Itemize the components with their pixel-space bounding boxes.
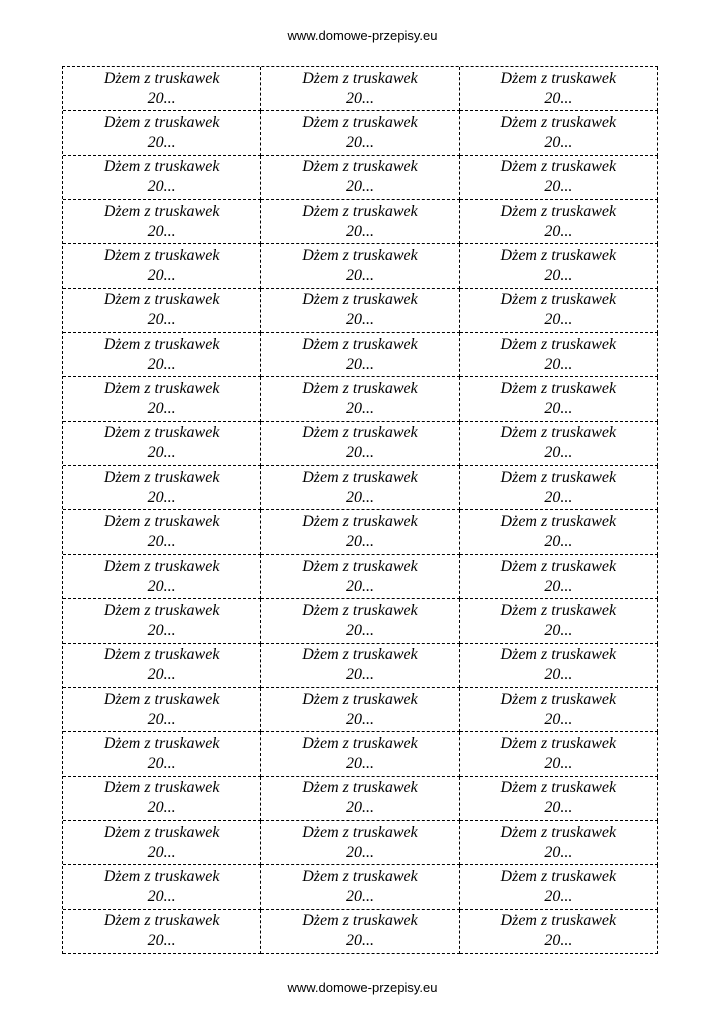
jar-label <box>261 865 459 909</box>
jar-label-year: 20... <box>345 754 374 772</box>
jar-label <box>261 67 459 111</box>
jar-label-title: Dżem z truskawek <box>103 601 220 619</box>
jar-label-year: 20... <box>345 533 374 551</box>
jar-label <box>261 244 459 288</box>
jar-label <box>63 510 261 554</box>
jar-label-year: 20... <box>147 577 176 595</box>
jar-label-year: 20... <box>345 222 374 240</box>
jar-label-year: 20... <box>544 843 573 861</box>
jar-label-title: Dżem z truskawek <box>103 468 220 486</box>
jar-label-year: 20... <box>147 710 176 728</box>
jar-label-title: Dżem z truskawek <box>500 114 617 132</box>
jar-label <box>460 200 658 244</box>
jar-label <box>460 777 658 821</box>
jar-label-year: 20... <box>544 311 573 329</box>
jar-label <box>460 289 658 333</box>
jar-label-title: Dżem z truskawek <box>302 557 418 575</box>
jar-label-title: Dżem z truskawek <box>103 690 220 708</box>
jar-label <box>63 244 261 288</box>
jar-label <box>460 244 658 288</box>
label-sheet <box>62 66 658 954</box>
jar-label <box>261 777 459 821</box>
jar-label <box>460 333 658 377</box>
jar-label <box>261 555 459 599</box>
jar-label-year: 20... <box>544 488 573 506</box>
jar-label-year: 20... <box>147 134 176 152</box>
jar-label-year: 20... <box>544 267 573 285</box>
jar-label-year: 20... <box>147 311 176 329</box>
jar-label <box>63 910 261 954</box>
jar-label-title: Dżem z truskawek <box>500 646 617 664</box>
jar-label-year: 20... <box>544 533 573 551</box>
jar-label-year: 20... <box>345 666 374 684</box>
jar-label-year: 20... <box>147 666 176 684</box>
jar-label <box>63 555 261 599</box>
jar-label-title: Dżem z truskawek <box>500 335 617 353</box>
jar-label-title: Dżem z truskawek <box>302 69 418 87</box>
jar-label-year: 20... <box>147 400 176 418</box>
jar-label-year: 20... <box>345 134 374 152</box>
jar-label-year: 20... <box>147 178 176 196</box>
jar-label-year: 20... <box>345 932 374 950</box>
jar-label-title: Dżem z truskawek <box>500 247 617 265</box>
jar-label-title: Dżem z truskawek <box>302 513 418 531</box>
jar-label-title: Dżem z truskawek <box>302 247 418 265</box>
jar-label <box>63 156 261 200</box>
jar-label <box>63 289 261 333</box>
jar-label-title: Dżem z truskawek <box>500 69 617 87</box>
jar-label <box>261 200 459 244</box>
jar-label <box>261 821 459 865</box>
jar-label <box>63 821 261 865</box>
jar-label-title: Dżem z truskawek <box>103 867 220 885</box>
jar-label-title: Dżem z truskawek <box>500 158 617 176</box>
jar-label-year: 20... <box>147 621 176 639</box>
jar-label-title: Dżem z truskawek <box>103 335 220 353</box>
jar-label-year: 20... <box>345 621 374 639</box>
jar-label <box>460 422 658 466</box>
jar-label-year: 20... <box>544 932 573 950</box>
jar-label <box>460 510 658 554</box>
jar-label <box>63 777 261 821</box>
jar-label-year: 20... <box>345 178 374 196</box>
jar-label-year: 20... <box>345 400 374 418</box>
jar-label-title: Dżem z truskawek <box>500 468 617 486</box>
jar-label-year: 20... <box>544 444 573 462</box>
jar-label <box>63 422 261 466</box>
jar-label-year: 20... <box>345 843 374 861</box>
jar-label-title: Dżem z truskawek <box>302 823 418 841</box>
jar-label-year: 20... <box>147 932 176 950</box>
jar-label <box>261 688 459 732</box>
jar-label <box>460 111 658 155</box>
jar-label-title: Dżem z truskawek <box>500 601 617 619</box>
jar-label-title: Dżem z truskawek <box>103 114 220 132</box>
header-url: www.domowe-przepisy.eu <box>287 28 438 43</box>
jar-label <box>460 599 658 643</box>
jar-label-year: 20... <box>544 799 573 817</box>
jar-label <box>63 67 261 111</box>
jar-label-title: Dżem z truskawek <box>302 646 418 664</box>
jar-label-year: 20... <box>544 666 573 684</box>
jar-label-title: Dżem z truskawek <box>103 912 220 930</box>
jar-label-title: Dżem z truskawek <box>500 202 617 220</box>
jar-label <box>460 821 658 865</box>
jar-label <box>63 200 261 244</box>
jar-label <box>261 644 459 688</box>
jar-label-year: 20... <box>345 577 374 595</box>
jar-label <box>261 289 459 333</box>
jar-label-title: Dżem z truskawek <box>103 291 220 309</box>
jar-label-year: 20... <box>345 355 374 373</box>
jar-label-year: 20... <box>345 488 374 506</box>
jar-label-title: Dżem z truskawek <box>103 158 220 176</box>
jar-label <box>63 599 261 643</box>
footer-url: www.domowe-przepisy.eu <box>287 980 438 995</box>
jar-label <box>63 111 261 155</box>
jar-label-title: Dżem z truskawek <box>500 867 617 885</box>
jar-label-title: Dżem z truskawek <box>103 247 220 265</box>
jar-label-title: Dżem z truskawek <box>302 202 418 220</box>
jar-label-title: Dżem z truskawek <box>302 114 418 132</box>
jar-label-title: Dżem z truskawek <box>500 557 617 575</box>
jar-label-title: Dżem z truskawek <box>302 601 418 619</box>
jar-label-title: Dżem z truskawek <box>103 513 220 531</box>
jar-label-year: 20... <box>345 267 374 285</box>
jar-label-year: 20... <box>147 887 176 905</box>
jar-label-year: 20... <box>544 400 573 418</box>
jar-label <box>460 644 658 688</box>
jar-label-title: Dżem z truskawek <box>500 779 617 797</box>
jar-label-year: 20... <box>544 178 573 196</box>
jar-label <box>63 865 261 909</box>
jar-label <box>261 910 459 954</box>
jar-label-title: Dżem z truskawek <box>302 424 418 442</box>
jar-label-title: Dżem z truskawek <box>302 335 418 353</box>
jar-label <box>63 466 261 510</box>
jar-label-year: 20... <box>147 843 176 861</box>
jar-label-title: Dżem z truskawek <box>103 823 220 841</box>
jar-label-title: Dżem z truskawek <box>302 291 418 309</box>
jar-label-year: 20... <box>345 799 374 817</box>
jar-label <box>261 466 459 510</box>
jar-label-title: Dżem z truskawek <box>500 424 617 442</box>
jar-label-title: Dżem z truskawek <box>103 69 220 87</box>
jar-label-title: Dżem z truskawek <box>302 867 418 885</box>
jar-label <box>261 510 459 554</box>
jar-label-title: Dżem z truskawek <box>302 690 418 708</box>
jar-label-year: 20... <box>544 621 573 639</box>
jar-label-year: 20... <box>147 89 176 107</box>
jar-label <box>261 599 459 643</box>
jar-label-title: Dżem z truskawek <box>302 468 418 486</box>
jar-label-year: 20... <box>544 222 573 240</box>
jar-label-title: Dżem z truskawek <box>500 380 617 398</box>
jar-label <box>261 377 459 421</box>
jar-label <box>63 688 261 732</box>
jar-label <box>460 466 658 510</box>
jar-label-year: 20... <box>147 799 176 817</box>
jar-label-title: Dżem z truskawek <box>302 380 418 398</box>
jar-label-year: 20... <box>147 444 176 462</box>
jar-label-year: 20... <box>147 488 176 506</box>
jar-label-year: 20... <box>147 267 176 285</box>
jar-label <box>63 377 261 421</box>
jar-label-title: Dżem z truskawek <box>500 513 617 531</box>
jar-label-title: Dżem z truskawek <box>500 734 617 752</box>
jar-label-year: 20... <box>345 444 374 462</box>
jar-label-year: 20... <box>147 355 176 373</box>
jar-label <box>261 333 459 377</box>
jar-label-title: Dżem z truskawek <box>500 690 617 708</box>
jar-label <box>460 555 658 599</box>
jar-label-title: Dżem z truskawek <box>500 291 617 309</box>
jar-label <box>261 111 459 155</box>
jar-label <box>460 67 658 111</box>
jar-label-title: Dżem z truskawek <box>103 202 220 220</box>
jar-label-title: Dżem z truskawek <box>500 912 617 930</box>
jar-label-title: Dżem z truskawek <box>103 734 220 752</box>
jar-label-year: 20... <box>544 887 573 905</box>
jar-label-year: 20... <box>544 710 573 728</box>
jar-label-title: Dżem z truskawek <box>302 779 418 797</box>
jar-label-year: 20... <box>345 710 374 728</box>
jar-label-year: 20... <box>345 89 374 107</box>
jar-label-title: Dżem z truskawek <box>103 646 220 664</box>
jar-label-title: Dżem z truskawek <box>103 380 220 398</box>
jar-label-year: 20... <box>544 89 573 107</box>
jar-label <box>63 732 261 776</box>
jar-label-year: 20... <box>544 355 573 373</box>
jar-label-year: 20... <box>147 754 176 772</box>
jar-label-year: 20... <box>345 311 374 329</box>
jar-label <box>460 732 658 776</box>
jar-label <box>261 156 459 200</box>
jar-label <box>460 865 658 909</box>
jar-label-title: Dżem z truskawek <box>103 557 220 575</box>
jar-label <box>460 377 658 421</box>
jar-label-title: Dżem z truskawek <box>500 823 617 841</box>
jar-label-title: Dżem z truskawek <box>302 734 418 752</box>
jar-label-title: Dżem z truskawek <box>302 158 418 176</box>
jar-label-year: 20... <box>544 577 573 595</box>
jar-label-title: Dżem z truskawek <box>103 424 220 442</box>
jar-label-year: 20... <box>544 754 573 772</box>
jar-label <box>63 333 261 377</box>
jar-label <box>460 156 658 200</box>
jar-label-title: Dżem z truskawek <box>103 779 220 797</box>
jar-label <box>261 422 459 466</box>
jar-label <box>261 732 459 776</box>
jar-label <box>63 644 261 688</box>
jar-label-year: 20... <box>147 533 176 551</box>
jar-label <box>460 910 658 954</box>
jar-label-year: 20... <box>345 887 374 905</box>
jar-label-year: 20... <box>147 222 176 240</box>
jar-label-title: Dżem z truskawek <box>302 912 418 930</box>
jar-label <box>460 688 658 732</box>
jar-label-year: 20... <box>544 134 573 152</box>
